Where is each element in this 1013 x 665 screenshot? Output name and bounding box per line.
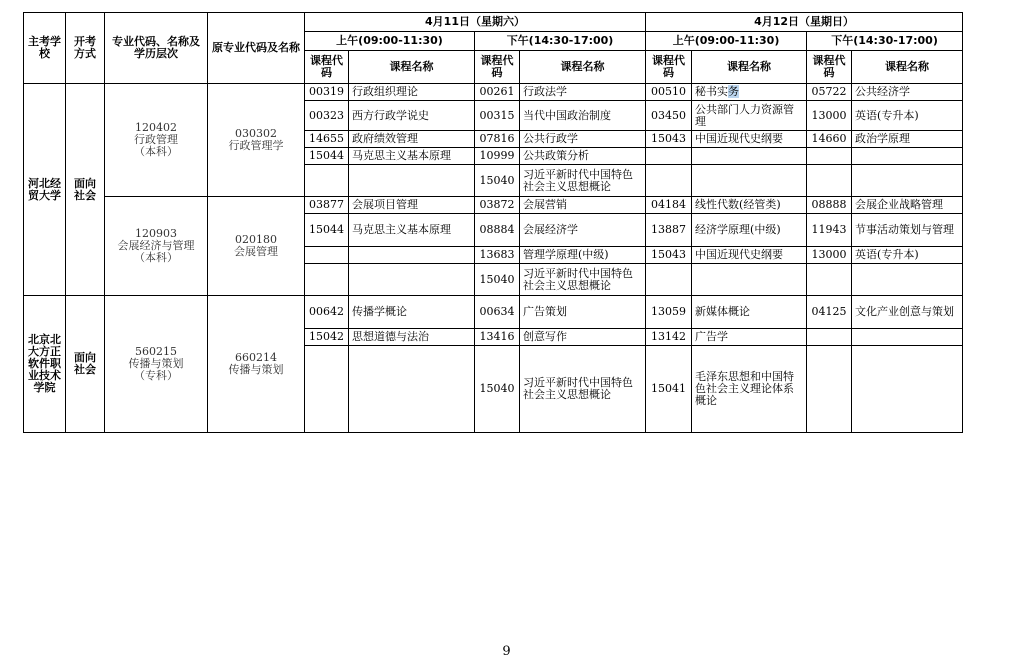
- course-code: 15042: [305, 329, 349, 346]
- course-code: 15044: [305, 214, 349, 247]
- course-name: 当代中国政治制度: [520, 101, 646, 131]
- header-course-name: 课程名称: [349, 51, 475, 84]
- course-name: 传播学概论: [349, 296, 475, 329]
- course-name: 会展营销: [520, 197, 646, 214]
- course-code: 00261: [475, 84, 520, 101]
- header-day2-am: 上午(09:00-11:30): [646, 32, 807, 51]
- course-name: [692, 264, 807, 296]
- course-code: [807, 264, 852, 296]
- course-name: 思想道德与法治: [349, 329, 475, 346]
- course-code: [646, 165, 692, 197]
- header-course-name: 课程名称: [520, 51, 646, 84]
- major-info-line: 行政管理: [134, 133, 178, 146]
- course-name: [852, 165, 963, 197]
- exam-mode: 面向社会: [66, 296, 105, 433]
- exam-mode: 面向社会: [66, 84, 105, 296]
- table-row: [24, 197, 963, 214]
- major-info: [105, 296, 208, 433]
- table-row: [24, 84, 963, 101]
- course-name: 中国近现代史纲要: [692, 247, 807, 264]
- course-name: 管理学原理(中级): [520, 247, 646, 264]
- course-code: [305, 165, 349, 197]
- course-name: 公共部门人力资源管理: [692, 101, 807, 131]
- header-day2-pm: 下午(14:30-17:00): [807, 32, 963, 51]
- course-name: 政治学原理: [852, 131, 963, 148]
- header-course-code: 课程代码: [475, 51, 520, 84]
- course-code: 13142: [646, 329, 692, 346]
- course-name: 经济学原理(中级): [692, 214, 807, 247]
- header-original-major: 原专业代码及名称: [208, 13, 305, 84]
- course-name: 英语(专升本): [852, 247, 963, 264]
- major-info-line: 120903: [135, 227, 177, 240]
- course-code: 13683: [475, 247, 520, 264]
- major-info: [105, 84, 208, 197]
- course-code: [646, 148, 692, 165]
- course-name: 马克思主义基本原理: [349, 214, 475, 247]
- course-name: 行政组织理论: [349, 84, 475, 101]
- course-name: 创意写作: [520, 329, 646, 346]
- original-major-info: [208, 197, 305, 296]
- course-code: 15041: [646, 346, 692, 433]
- major-info-line: 120402: [135, 121, 177, 134]
- course-name: [349, 165, 475, 197]
- header-course-name: 课程名称: [852, 51, 963, 84]
- course-name: [852, 329, 963, 346]
- major-info-line: （本科）: [134, 251, 178, 264]
- header-day1-am: 上午(09:00-11:30): [305, 32, 475, 51]
- course-name: 政府绩效管理: [349, 131, 475, 148]
- major-info-line: 传播与策划: [128, 357, 184, 370]
- course-name: 会展企业战略管理: [852, 197, 963, 214]
- school-name: 北京北大方正软件职业技术学院: [24, 296, 66, 433]
- header-major: 专业代码、名称及学历层次: [105, 13, 208, 84]
- header-school: 主考学校: [24, 13, 66, 84]
- course-code: 14660: [807, 131, 852, 148]
- course-code: 15043: [646, 247, 692, 264]
- course-code: 03450: [646, 101, 692, 131]
- course-name: 马克思主义基本原理: [349, 148, 475, 165]
- course-code: 04125: [807, 296, 852, 329]
- course-name: [852, 264, 963, 296]
- course-name: 会展经济学: [520, 214, 646, 247]
- course-name: 新媒体概论: [692, 296, 807, 329]
- course-code: 00319: [305, 84, 349, 101]
- course-code: 04184: [646, 197, 692, 214]
- header-day-2: 4月12日（星期日）: [646, 13, 963, 32]
- course-name: [852, 148, 963, 165]
- course-name: 英语(专升本): [852, 101, 963, 131]
- course-code: 00510: [646, 84, 692, 101]
- course-code: 14655: [305, 131, 349, 148]
- major-info-line: （本科）: [134, 145, 178, 158]
- major-info: [105, 197, 208, 296]
- course-code: 00634: [475, 296, 520, 329]
- course-name: 习近平新时代中国特色社会主义思想概论: [520, 264, 646, 296]
- course-code: 13000: [807, 247, 852, 264]
- course-name: 公共经济学: [852, 84, 963, 101]
- course-code: 13000: [807, 101, 852, 131]
- course-name: [692, 165, 807, 197]
- major-info-line: （专科）: [134, 369, 178, 382]
- course-name: [349, 247, 475, 264]
- course-code: [305, 346, 349, 433]
- course-code: 15043: [646, 131, 692, 148]
- original-major-info-line: 传播与策划: [228, 363, 284, 376]
- course-name: 习近平新时代中国特色社会主义思想概论: [520, 346, 646, 433]
- original-major-info-line: 会展管理: [234, 245, 278, 258]
- course-code: [305, 247, 349, 264]
- course-code: 13416: [475, 329, 520, 346]
- header-course-code: 课程代码: [646, 51, 692, 84]
- original-major-info-line: 020180: [235, 233, 277, 246]
- course-name: [852, 346, 963, 433]
- course-code: [305, 264, 349, 296]
- school-name: 河北经贸大学: [24, 84, 66, 296]
- course-code: 00315: [475, 101, 520, 131]
- course-code: 10999: [475, 148, 520, 165]
- header-course-code: 课程代码: [305, 51, 349, 84]
- course-code: 08884: [475, 214, 520, 247]
- original-major-info: [208, 296, 305, 433]
- original-major-info-line: 030302: [235, 127, 277, 140]
- major-info-line: 560215: [135, 345, 177, 358]
- course-name: 公共行政学: [520, 131, 646, 148]
- course-name: 中国近现代史纲要: [692, 131, 807, 148]
- course-name: [349, 264, 475, 296]
- original-major-info-line: 行政管理学: [228, 139, 284, 152]
- header-course-name: 课程名称: [692, 51, 807, 84]
- course-code: 11943: [807, 214, 852, 247]
- course-code: [807, 329, 852, 346]
- course-name: 毛泽东思想和中国特色社会主义理论体系概论: [692, 346, 807, 433]
- course-code: 00323: [305, 101, 349, 131]
- course-code: 15040: [475, 346, 520, 433]
- header-day1-pm: 下午(14:30-17:00): [475, 32, 646, 51]
- course-code: 13059: [646, 296, 692, 329]
- header-mode: 开考方式: [66, 13, 105, 84]
- course-name: 秘书实务: [692, 84, 807, 101]
- course-name: 节事活动策划与管理: [852, 214, 963, 247]
- course-code: 00642: [305, 296, 349, 329]
- course-code: 15040: [475, 165, 520, 197]
- course-name: [349, 346, 475, 433]
- header-day-1: 4月11日（星期六）: [305, 13, 646, 32]
- course-code: 03872: [475, 197, 520, 214]
- course-name: 广告策划: [520, 296, 646, 329]
- schedule-body: [24, 13, 963, 433]
- course-name: 会展项目管理: [349, 197, 475, 214]
- course-code: 07816: [475, 131, 520, 148]
- course-code: 05722: [807, 84, 852, 101]
- course-code: 08888: [807, 197, 852, 214]
- course-code: [807, 148, 852, 165]
- original-major-info: [208, 84, 305, 197]
- course-name: 公共政策分析: [520, 148, 646, 165]
- page-number: 9: [502, 644, 511, 659]
- course-name: 广告学: [692, 329, 807, 346]
- course-code: 15044: [305, 148, 349, 165]
- course-name: 行政法学: [520, 84, 646, 101]
- course-code: 15040: [475, 264, 520, 296]
- course-name: 习近平新时代中国特色社会主义思想概论: [520, 165, 646, 197]
- text-selection-highlight: 务: [728, 85, 740, 98]
- course-code: [646, 264, 692, 296]
- course-name: 文化产业创意与策划: [852, 296, 963, 329]
- course-code: [807, 346, 852, 433]
- course-code: 13887: [646, 214, 692, 247]
- course-name: [692, 148, 807, 165]
- course-name: 西方行政学说史: [349, 101, 475, 131]
- course-name: 线性代数(经管类): [692, 197, 807, 214]
- exam-schedule-table: [23, 12, 963, 433]
- header-course-code: 课程代码: [807, 51, 852, 84]
- course-code: [807, 165, 852, 197]
- major-info-line: 会展经济与管理: [117, 239, 195, 252]
- original-major-info-line: 660214: [235, 351, 277, 364]
- course-code: 03877: [305, 197, 349, 214]
- table-row: [24, 296, 963, 329]
